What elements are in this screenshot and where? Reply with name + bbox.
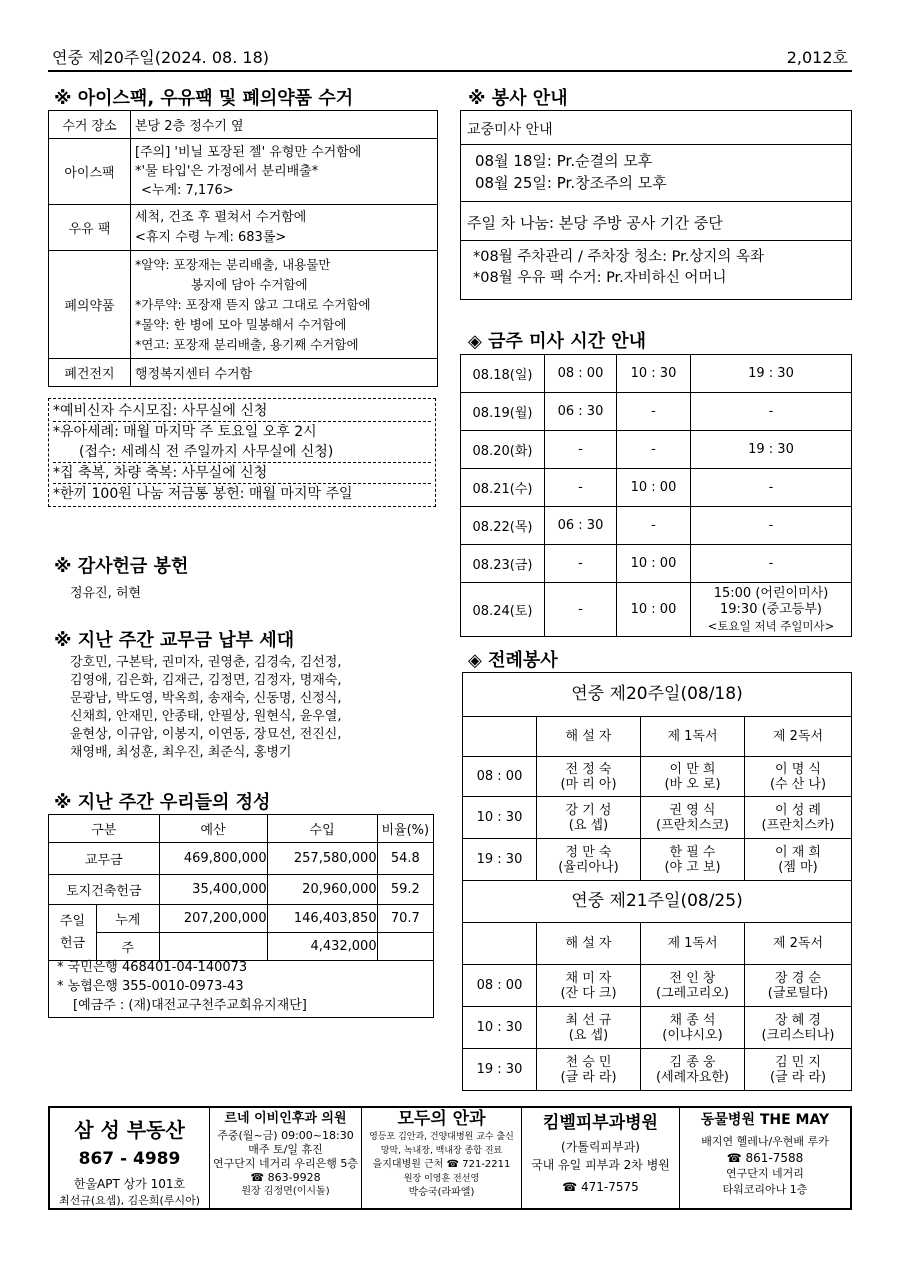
mass-time: 10 : 00	[617, 545, 691, 583]
mass-service-title: 교중미사 안내	[461, 111, 851, 145]
ad-dermatology	[522, 1108, 680, 1208]
baptismal-name: (세례자요한)	[656, 1069, 729, 1085]
notice-text: *유아세례: 매월 마지막 주 토요일 오후 2시	[53, 424, 317, 440]
baptismal-name: (이냐시오)	[662, 1027, 723, 1043]
thanks-title: ※ 감사헌금 봉헌	[54, 556, 189, 577]
mass-time: -	[545, 545, 617, 583]
collection-label: 폐건전지	[49, 359, 131, 387]
dues-line: 윤현상, 이규암, 이봉지, 이연동, 장묘선, 전진신,	[70, 727, 342, 742]
finance-row	[49, 905, 434, 933]
account-line: * 국민은행 468401-04-140073	[57, 960, 248, 975]
mass-time: -	[617, 507, 691, 545]
finance-row	[49, 875, 434, 905]
mass-row	[461, 507, 852, 545]
liturgy-cell	[745, 797, 852, 839]
liturgy-time: 08 : 00	[463, 965, 537, 1007]
person-name: 채 미 자	[565, 970, 612, 986]
liturgy-cell	[537, 1007, 641, 1049]
person-name: 김 종 웅	[669, 1054, 716, 1070]
collection-content	[131, 251, 438, 359]
liturgy-row	[463, 839, 852, 881]
liturgy-cell	[641, 1049, 745, 1091]
liturgy-cell	[641, 1007, 745, 1049]
collection-label: 아이스팩	[49, 139, 131, 205]
notice-text: (접수: 세례식 전 주일까지 사무실에 신청)	[79, 444, 334, 460]
notice-item: *한끼 100원 나눔 저금통 봉헌: 매월 마지막 주일	[53, 486, 353, 502]
liturgy-time: 10 : 30	[463, 1007, 537, 1049]
baptismal-name: (젬 마)	[778, 859, 818, 875]
liturgy-cell	[745, 839, 852, 881]
ad-line: 연구단지 네거리 우리은행 5층	[213, 1157, 358, 1170]
collection-table	[48, 110, 438, 387]
collection-row	[49, 251, 438, 359]
sunday-label-line: 헌금	[59, 935, 86, 951]
baptismal-name: (요 셉)	[568, 817, 609, 833]
collection-line: *물약: 한 병에 모아 밀봉해서 수거함에	[135, 316, 347, 332]
collection-row	[49, 359, 438, 387]
liturgy-cell	[745, 1049, 852, 1091]
liturgy-corner	[463, 923, 537, 965]
collection-label: 우유 팩	[49, 205, 131, 251]
person-name: 이 만 희	[669, 761, 716, 777]
sunday-offering-label	[49, 905, 97, 961]
ad-phone: ☎ 471-7575	[562, 1180, 639, 1194]
liturgy-time: 10 : 30	[463, 797, 537, 839]
baptismal-name: (율리아나)	[558, 859, 619, 875]
service-box	[460, 110, 852, 300]
finance-income: 146,403,850	[267, 905, 377, 933]
mass-time-line: 15:00 (어린이미사)	[713, 585, 829, 601]
mass-time: -	[617, 431, 691, 469]
liturgy-time: 19 : 30	[463, 1049, 537, 1091]
bulletin-date: 연중 제20주일(2024. 08. 18)	[52, 48, 269, 67]
person-name: 전 인 창	[669, 970, 716, 986]
ad-real-estate	[50, 1108, 210, 1208]
liturgy-header: 제 1독서	[641, 923, 745, 965]
ad-phone: ☎ 861-7588	[726, 1151, 804, 1165]
mass-row	[461, 355, 852, 393]
liturgy-header: 해 설 자	[537, 717, 641, 757]
ad-banner	[48, 1106, 852, 1210]
liturgy-cell	[537, 757, 641, 797]
ad-line: 최선규(요셉), 김은희(루시아)	[58, 1194, 201, 1207]
finance-title: ※ 지난 주간 우리들의 정성	[54, 792, 271, 813]
collection-title: ※ 아이스팩, 우유팩 및 폐의약품 수거	[54, 88, 354, 109]
service-title: ※ 봉사 안내	[468, 88, 568, 109]
liturgy-cell	[641, 839, 745, 881]
mass-service-line: 08월 25일: Pr.창조주의 모후	[475, 174, 667, 192]
dues-names	[70, 654, 342, 762]
liturgy-header: 제 1독서	[641, 717, 745, 757]
baptismal-name: (수 산 나)	[769, 776, 827, 792]
baptismal-name: (프란치스코)	[656, 817, 729, 833]
mass-time: -	[691, 545, 852, 583]
collection-line: *'물 타입'은 가정에서 분리배출*	[135, 164, 319, 179]
finance-label: 토지건축헌금	[49, 875, 160, 905]
liturgy-table	[462, 672, 852, 1091]
notice-item: *예비신자 수시모집: 사무실에 신청	[53, 401, 431, 422]
finance-label: 교무금	[49, 843, 160, 875]
finance-header: 수입	[267, 815, 377, 843]
collection-content	[131, 359, 438, 387]
account-box	[48, 956, 434, 1018]
person-name: 정 만 숙	[565, 844, 612, 860]
liturgy-cell	[745, 757, 852, 797]
collection-row	[49, 139, 438, 205]
notice-item	[53, 422, 431, 463]
liturgy-cell	[745, 965, 852, 1007]
collection-content	[131, 111, 438, 139]
collection-line: *가루약: 포장재 뜯지 않고 그대로 수거함에	[135, 296, 371, 312]
mass-time: 19 : 30	[691, 431, 852, 469]
notice-item: *집 축복, 차량 축복: 사무실에 신청	[53, 463, 431, 484]
dues-title: ※ 지난 주간 교무금 납부 세대	[54, 630, 295, 651]
collection-label: 수거 장소	[49, 111, 131, 139]
person-name: 한 필 수	[669, 844, 716, 860]
dues-line: 강호민, 구본탁, 권미자, 권영춘, 김경숙, 김선정,	[70, 655, 342, 670]
mass-service-line: 08월 18일: Pr.순결의 모후	[475, 152, 653, 170]
collection-line: 세척, 건조 후 펼쳐서 수거함에	[135, 209, 307, 225]
liturgy-cell	[537, 797, 641, 839]
mass-time: -	[545, 469, 617, 507]
person-name: 이 재 희	[775, 844, 821, 860]
liturgy-header: 해 설 자	[537, 923, 641, 965]
finance-income: 257,580,000	[267, 843, 377, 875]
mass-day: 08.23(금)	[461, 545, 545, 583]
liturgy-cell	[745, 1007, 852, 1049]
ad-eye-clinic	[362, 1108, 522, 1208]
baptismal-name: (요 셉)	[568, 1027, 609, 1043]
liturgy-row	[463, 1049, 852, 1091]
header-divider	[48, 70, 852, 72]
dues-line: 문광남, 박도영, 박옥희, 송재숙, 신동명, 신정식,	[70, 691, 342, 706]
ad-ent-clinic	[210, 1108, 362, 1208]
mass-time-line: 19:30 (중고등부)	[720, 601, 822, 617]
mass-row	[461, 545, 852, 583]
ad-animal-hospital	[680, 1108, 850, 1208]
ad-phone: ☎ 863-9928	[250, 1171, 321, 1184]
liturgy-time: 19 : 30	[463, 839, 537, 881]
mass-time: 06 : 30	[545, 393, 617, 431]
collection-line: <휴지 수령 누계: 683롤>	[135, 229, 287, 245]
collection-line: 본당 2층 정수기 옆	[135, 119, 244, 134]
ad-line: 원장 김정면(이시돌)	[241, 1186, 330, 1197]
ad-line: 연구단지 네거리	[726, 1167, 804, 1180]
mass-time: 10 : 00	[617, 469, 691, 507]
mass-row	[461, 431, 852, 469]
collection-line: 봉지에 담아 수거함에	[191, 276, 308, 292]
baptismal-name: (야 고 보)	[664, 859, 721, 875]
mass-time: -	[691, 469, 852, 507]
person-name: 이 성 례	[775, 802, 821, 818]
ad-line: 원장 이영훈 전선영	[403, 1174, 480, 1184]
finance-header: 구분	[49, 815, 160, 843]
finance-label: 누계	[97, 905, 160, 933]
liturgy-cell	[537, 1049, 641, 1091]
baptismal-name: (글 라 라)	[769, 1069, 827, 1085]
liturgy-header: 제 2독서	[745, 923, 852, 965]
person-name: 전 정 숙	[565, 761, 612, 777]
liturgy-week-row	[463, 673, 852, 717]
finance-header: 예산	[159, 815, 267, 843]
mass-time: 08 : 00	[545, 355, 617, 393]
baptismal-name: (크리스티나)	[761, 1027, 835, 1043]
ad-name: 모두의 안과	[397, 1109, 486, 1129]
baptismal-name: (잔 다 크)	[560, 985, 617, 1001]
mass-time: -	[691, 507, 852, 545]
finance-budget: 469,800,000	[159, 843, 267, 875]
ad-name: 르네 이비인후과 의원	[224, 1111, 347, 1126]
liturgy-title: ◈ 전례봉사	[468, 650, 558, 671]
liturgy-cell	[641, 797, 745, 839]
baptismal-name: (바 오 로)	[664, 776, 721, 792]
thanks-names: 정유진, 허현	[70, 586, 142, 601]
finance-label: 주	[97, 933, 160, 961]
dues-line: 김영애, 김은화, 김재근, 김정면, 김정자, 명재숙,	[70, 673, 342, 688]
ad-line: 배지연 헬레나/우현배 루카	[701, 1135, 829, 1148]
collection-content	[131, 139, 438, 205]
person-name: 천 승 민	[565, 1054, 612, 1070]
ad-phone: 을지대병원 근처 ☎ 721-2211	[372, 1159, 511, 1170]
ad-line: 국내 유일 피부과 2차 병원	[531, 1158, 670, 1172]
mass-day: 08.21(수)	[461, 469, 545, 507]
baptismal-name: (글로틸다)	[767, 985, 829, 1001]
dues-line: 채영배, 최성훈, 최우진, 최준식, 홍병기	[70, 745, 292, 760]
liturgy-cell	[641, 757, 745, 797]
finance-income: 20,960,000	[267, 875, 377, 905]
liturgy-cell	[537, 839, 641, 881]
mass-time: 10 : 30	[617, 355, 691, 393]
mass-row	[461, 393, 852, 431]
finance-ratio: 54.8	[377, 843, 433, 875]
ad-line: 한울APT 상가 101호	[73, 1177, 186, 1191]
mass-time-title: ◈ 금주 미사 시간 안내	[468, 331, 647, 352]
finance-header: 비율(%)	[377, 815, 433, 843]
mass-service-list	[461, 145, 851, 201]
person-name: 강 기 성	[565, 802, 612, 818]
liturgy-week-row	[463, 881, 852, 923]
liturgy-cell	[641, 965, 745, 1007]
mass-time: 10 : 00	[617, 583, 691, 637]
person-name: 이 명 식	[775, 761, 821, 777]
mass-time-table	[460, 354, 852, 637]
finance-ratio: 70.7	[377, 905, 433, 933]
ad-line: 주중(월~금) 09:00~18:30	[217, 1129, 354, 1142]
baptismal-name: (그레고리오)	[656, 985, 729, 1001]
account-line: [예금주 : (재)대전교구천주교회유지재단]	[73, 998, 307, 1013]
collection-row	[49, 111, 438, 139]
mass-time: -	[691, 393, 852, 431]
finance-ratio: 59.2	[377, 875, 433, 905]
monthly-service-line: *08월 우유 팩 수거: Pr.자비하신 어머니	[473, 270, 727, 286]
mass-time: 19 : 30	[691, 355, 852, 393]
finance-budget: 207,200,000	[159, 905, 267, 933]
mass-day: 08.19(월)	[461, 393, 545, 431]
mass-row	[461, 469, 852, 507]
mass-day: 08.24(토)	[461, 583, 545, 637]
ad-line: 망막, 녹내장, 백내장 종합 진료	[380, 1146, 503, 1156]
finance-row	[49, 843, 434, 875]
baptismal-name: (글 라 라)	[560, 1069, 617, 1085]
liturgy-header-row	[463, 923, 852, 965]
notice-box	[48, 398, 436, 507]
collection-label: 폐의약품	[49, 251, 131, 359]
person-name: 장 경 순	[775, 970, 821, 986]
ad-line: 박승국(라파엘)	[408, 1187, 475, 1198]
finance-budget: 35,400,000	[159, 875, 267, 905]
mass-time-saturday	[691, 583, 852, 637]
collection-line: [주의] '비닐 포장된 젤' 유형만 수거함에	[135, 145, 362, 160]
mass-time: 06 : 30	[545, 507, 617, 545]
person-name: 채 종 석	[669, 1012, 716, 1028]
finance-income: 4,432,000	[267, 933, 377, 961]
mass-day: 08.20(화)	[461, 431, 545, 469]
liturgy-week-title: 연중 제21주일(08/25)	[463, 881, 852, 923]
person-name: 김 민 지	[775, 1054, 821, 1070]
ad-phone: 867 - 4989	[78, 1149, 181, 1169]
mass-time: -	[617, 393, 691, 431]
collection-line: <누계: 7,176>	[141, 183, 234, 198]
finance-header-row	[49, 815, 434, 843]
liturgy-row	[463, 797, 852, 839]
liturgy-time: 08 : 00	[463, 757, 537, 797]
mass-day: 08.22(목)	[461, 507, 545, 545]
issue-number: 2,012호	[786, 48, 848, 67]
person-name: 장 혜 경	[775, 1012, 821, 1028]
collection-line: 행정복지센터 수거함	[135, 367, 253, 382]
finance-table	[48, 814, 434, 961]
liturgy-header: 제 2독서	[745, 717, 852, 757]
baptismal-name: (프란치스카)	[761, 817, 835, 833]
liturgy-row	[463, 1007, 852, 1049]
liturgy-cell	[537, 965, 641, 1007]
liturgy-row	[463, 757, 852, 797]
mass-time: -	[545, 431, 617, 469]
car-sharing-notice: 주일 차 나눔: 본당 주방 공사 기간 중단	[461, 201, 851, 241]
sunday-label-line: 주일	[59, 913, 86, 929]
ad-line: 영등포 김안과, 건양대병원 교수 출신	[369, 1132, 514, 1142]
collection-row	[49, 205, 438, 251]
dues-line: 신채희, 안재민, 안종태, 안필상, 원현식, 윤우열,	[70, 709, 342, 724]
liturgy-week-title: 연중 제20주일(08/18)	[463, 673, 852, 717]
ad-line: 타워코리아나 1층	[722, 1183, 808, 1196]
baptismal-name: (마 리 아)	[560, 776, 617, 792]
monthly-service-line: *08월 주차관리 / 주차장 청소: Pr.상지의 옥좌	[473, 249, 764, 265]
collection-line: *연고: 포장재 분리배출, 용기째 수거함에	[135, 336, 359, 352]
person-name: 권 영 식	[669, 802, 716, 818]
liturgy-corner	[463, 717, 537, 757]
mass-time-line: <토요일 저녁 주일미사>	[707, 618, 835, 633]
collection-line: *알약: 포장재는 분리배출, 내용물만	[135, 256, 331, 272]
mass-row	[461, 583, 852, 637]
liturgy-row	[463, 965, 852, 1007]
account-line: * 농협은행 355-0010-0973-43	[57, 979, 244, 994]
ad-name: 동물병원 THE MAY	[700, 1112, 830, 1128]
collection-content	[131, 205, 438, 251]
person-name: 최 선 규	[565, 1012, 612, 1028]
mass-time: -	[545, 583, 617, 637]
mass-day: 08.18(일)	[461, 355, 545, 393]
liturgy-header-row	[463, 717, 852, 757]
ad-name: 삼 성 부동산	[74, 1118, 185, 1142]
ad-line: 매주 토/일 휴진	[248, 1143, 323, 1156]
monthly-service-list	[461, 241, 851, 295]
ad-line: (가톨릭피부과)	[561, 1140, 640, 1154]
ad-name: 킴벨피부과병원	[543, 1113, 658, 1133]
